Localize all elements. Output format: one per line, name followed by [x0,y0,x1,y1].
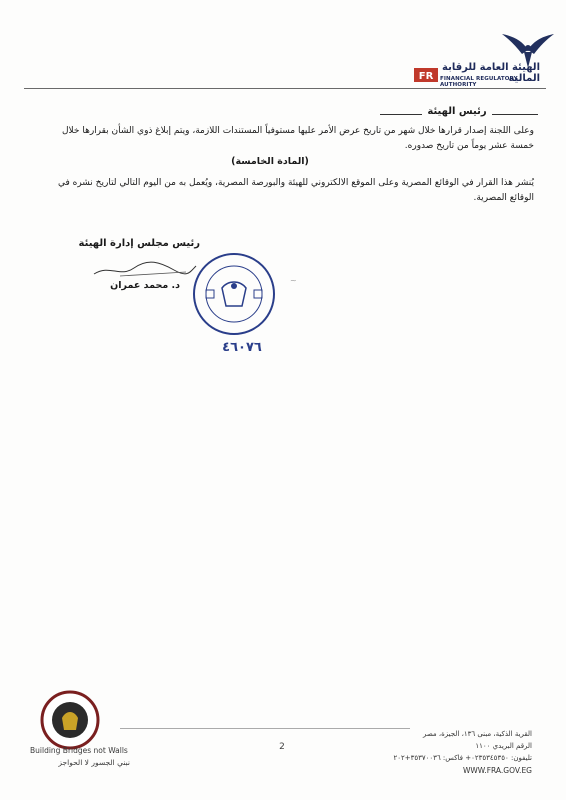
header-divider [24,88,546,89]
signatory-name: د. محمد عمران [110,280,180,291]
paragraph-1: وعلى اللجنة إصدار قرارها خلال شهر من تاريخ عرض الأمر عليها مستوفياً المستندات اللازمة، ويتم إبلاغ ذوي الشأن بقرارها خلال خمسة عشر يوماً من تاريخ صدوره. [62,126,534,151]
handwritten-signature [90,258,200,282]
signatory-title: رئيس مجلس إدارة الهيئة [78,238,200,249]
title-rule-left [380,114,422,115]
slogan-english: Building Bridges not Walls [30,746,128,755]
paragraph-2: يُنشر هذا القرار في الوقائع المصرية وعلى الموقع الالكتروني للهيئة والبورصة المصرية، ويُعمل به من اليوم التالي لتاريخ نشره في الوقائع المصرية. [57,178,534,203]
article-heading: (المادة الخامسة) [231,156,309,167]
stamp-number: ٤٦٠٧٦ [222,340,262,355]
phone-line: تليفون: ٠٢٣٥٣٤٥٣٥٠+ فاكس: ٣٥٣٧٠٠٣٦+٢٠٢ [393,754,532,762]
document-title: رئيس الهيئة [427,106,487,117]
footer-address [360,728,532,764]
title-rule-right [492,114,538,115]
org-name-arabic: الهيئة العامة للرقابة المالية [442,62,540,84]
address-line-1: القرية الذكية، مبنى ١٣٦، الجيزة، مصر [422,730,532,738]
page-number: 2 [279,742,285,752]
pencil-note: ~ [290,276,297,285]
svg-text:FR: FR [418,71,434,82]
office-seal-icon [192,252,276,336]
title-block [380,106,540,122]
slogan-arabic: نبني الجسور لا الحواجز [58,758,130,767]
address-line-2: الرقم البريدي ١١٠٠ [475,742,532,750]
website-link[interactable]: WWW.FRA.GOV.EG [462,766,532,775]
org-name-english: FINANCIAL REGULATORY AUTHORITY [440,76,518,88]
egypt-emblem-icon [40,690,100,750]
